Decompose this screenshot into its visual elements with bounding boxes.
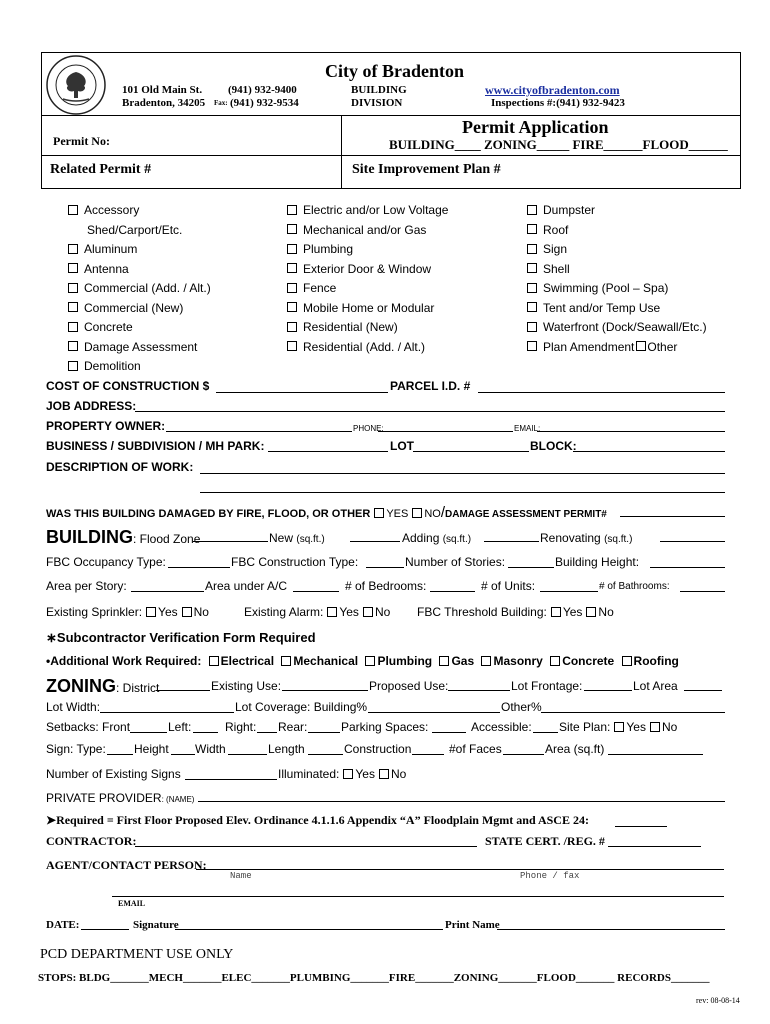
checkbox[interactable] [363,607,373,617]
setback-left-label: Left: [168,720,192,734]
business-label: BUSINESS / SUBDIVISION / MH PARK: [46,439,265,453]
coverage-input-line[interactable] [368,712,500,713]
flood-zone-input-line[interactable] [193,541,268,542]
checkbox[interactable] [527,341,537,351]
option-label: Fence [303,281,337,295]
sign-width-input-line[interactable] [228,754,267,755]
sign-faces-input-line[interactable] [503,754,544,755]
sign-height-input-line[interactable] [171,754,195,755]
contractor-input-line[interactable] [135,846,477,847]
main-phone: (941) 932-9400 [228,84,297,96]
sqft-unit: (sq.ft.) [296,534,325,545]
proposed-use-label: Proposed Use: [369,679,449,693]
division-line-1: BUILDING [351,84,407,96]
checkbox[interactable] [287,322,297,332]
zoning-row-1 [46,676,159,697]
cost-label: COST OF CONSTRUCTION $ [46,379,210,393]
print-name-input-line[interactable] [497,929,725,930]
coverage-label: Lot Coverage: Building% [235,700,368,714]
checkbox[interactable] [68,302,78,312]
agent-input-line[interactable] [196,869,724,870]
owner-phone-input-line[interactable] [378,431,513,432]
option-label: Commercial (New) [84,300,184,315]
required-elevation-row [46,813,589,828]
no-label: No [374,605,391,619]
option-label: Other [647,339,678,354]
description-input-line-2[interactable] [200,492,725,493]
option-label: Waterfront (Dock/Seawall/Etc.) [543,320,707,334]
accessible-label: Accessible: [471,720,532,734]
stories-input-line[interactable] [508,567,554,568]
new-sqft-input-line[interactable] [350,541,400,542]
checkbox[interactable] [527,224,537,234]
setback-front-input-line[interactable] [130,732,167,733]
option-label: Antenna [84,261,129,276]
checkbox[interactable] [209,656,219,666]
address-line-1: 101 Old Main St. [122,84,203,96]
parcel-input-line[interactable] [478,392,725,393]
alarm-label: Existing Alarm: [244,605,324,619]
required-elevation-input-line[interactable] [615,826,667,827]
trade-label: Masonry [493,654,543,668]
frontage-input-line[interactable] [584,690,632,691]
proposed-use-input-line[interactable] [448,690,510,691]
work-col-1 [68,203,211,379]
construction-type-label: FBC Construction Type: [231,555,359,569]
checkbox[interactable] [68,244,78,254]
renovating-sqft-label [540,531,632,545]
checkbox[interactable] [481,656,491,666]
sign-area-label: Area (sq.ft) [545,742,605,756]
checkbox[interactable] [365,656,375,666]
description-input-line-1[interactable] [200,473,725,474]
existing-use-input-line[interactable] [282,690,368,691]
renovating-sqft-input-line[interactable] [660,541,725,542]
lot-label: LOT [390,439,414,453]
site-plan-label: Site Plan: [559,720,611,734]
checkbox[interactable] [636,341,646,351]
option-label: Exterior Door & Window [303,261,432,276]
option-label: Accessory [84,203,140,217]
sprinkler-row [46,605,209,619]
print-name-label: Print Name [445,919,500,931]
email-input-line[interactable] [112,896,724,897]
bedrooms-label: # of Bedrooms: [345,579,427,593]
revision-note: rev: 08-08-14 [696,996,740,1005]
required-elevation-text: Required = First Floor Proposed Elev. Ordinance 4.1.1.6 Appendix “A” Floodplain Mgmt and ASCE 24: [56,813,589,827]
stops-row: STOPS: BLDG_______MECH_______ELEC_______PLUMBING_______FIRE_______ZONING_______FLOOD_______ RECORDS_______ [38,972,710,984]
option-label: Aluminum [84,242,138,256]
yes-label: Yes [626,720,646,734]
height-input-line[interactable] [650,567,725,568]
sign-height-label: Height [134,742,169,756]
option-label: Shed/Carport/Etc. [87,222,183,237]
setback-right-input-line[interactable] [257,732,277,733]
sign-type-label: Sign: Type: [46,742,106,756]
sprinkler-label: Existing Sprinkler: [46,605,143,619]
option-label: Swimming (Pool – Spa) [543,281,669,295]
division-line-2: DIVISION [351,97,403,109]
checkbox[interactable] [586,607,596,617]
option-label: Mechanical and/or Gas [303,222,427,237]
area-ac-label: Area under A/C [205,579,288,593]
height-label: Building Height: [555,555,640,569]
area-ac-input-line[interactable] [293,591,339,592]
existing-signs-input-line[interactable] [185,779,277,780]
option-label: Sign [543,242,568,256]
checkbox[interactable] [622,656,632,666]
setback-left-input-line[interactable] [193,732,218,733]
date-label: DATE: [46,919,80,931]
provider-name-hint: : (NAME) [161,795,195,804]
building-section-title: BUILDING [46,527,133,547]
flood-zone-label: : Flood Zone [133,532,201,546]
address-line-2: Bradenton, 34205 [122,97,206,109]
district-label: : District [116,681,160,695]
trade-label: Electrical [220,654,275,668]
frontage-label: Lot Frontage: [511,679,583,693]
checkbox[interactable] [327,607,337,617]
yes-label: YES [386,508,409,520]
parcel-label: PARCEL I.D. # [390,379,471,393]
signature-input-line[interactable] [175,929,443,930]
option-label: Plan Amendment [543,339,635,354]
subcontractor-required [46,630,316,646]
owner-label: PROPERTY OWNER: [46,419,166,433]
checkbox[interactable] [527,205,537,215]
checkbox[interactable] [68,341,78,351]
private-provider-label: PRIVATE PROVIDER [46,791,162,805]
header-divider-1 [41,115,740,116]
option-label: Concrete [84,320,133,334]
trade-label: Gas [451,654,475,668]
option-label: Roof [543,222,569,237]
agent-name-hint: Name [230,871,252,881]
no-label: No [390,767,407,781]
area-story-input-line[interactable] [131,591,204,592]
trade-label: Plumbing [377,654,433,668]
checkbox[interactable] [650,722,660,732]
checkbox[interactable] [527,244,537,254]
checkbox[interactable] [374,508,384,518]
no-label: No [661,720,678,734]
checkbox[interactable] [146,607,156,617]
no-label: No [598,605,614,619]
bedrooms-input-line[interactable] [430,591,475,592]
checkbox[interactable] [379,769,389,779]
block-input-line[interactable] [573,451,725,452]
option-label: Plumbing [303,242,354,256]
option-label: Damage Assessment [84,339,198,354]
sign-length-input-line[interactable] [308,754,343,755]
threshold-row [417,605,614,619]
option-label: Demolition [84,359,141,373]
units-input-line[interactable] [540,591,598,592]
threshold-label: FBC Threshold Building: [417,605,547,619]
checkbox[interactable] [68,263,78,273]
agent-label: AGENT/CONTACT PERSON: [46,858,207,872]
additional-work-row [46,654,679,668]
sqft-unit: (sq.ft.) [604,534,633,545]
checkbox[interactable] [68,322,78,332]
checkbox[interactable] [287,263,297,273]
trade-label: Concrete [562,654,615,668]
header-divider-2 [41,155,740,156]
construction-type-input-line[interactable] [366,567,404,568]
state-cert-label: STATE CERT. /REG. # [485,834,605,848]
checkbox[interactable] [550,656,560,666]
illuminated-label: Illuminated: [278,767,340,781]
option-label: Mobile Home or Modular [303,300,435,315]
private-provider-row [46,791,194,805]
damaged-question [46,504,607,521]
pointer-arrow-icon: ➤ [46,813,57,827]
city-title: City of Bradenton [325,61,464,81]
existing-signs-label: Number of Existing Signs [46,767,181,781]
checkbox[interactable] [68,361,78,371]
asterisk-icon: ∗ [46,630,57,645]
block-label: BLOCK: [530,439,577,453]
owner-phone-label: PHONE: [353,424,384,433]
sign-length-label: Length [268,742,305,756]
signature-label: Signature [133,919,179,931]
option-label: Commercial (Add. / Alt.) [84,281,211,295]
fax-label: Fax: [214,99,228,107]
checkbox[interactable] [182,607,192,617]
checkbox[interactable] [287,244,297,254]
fax-number: (941) 932-9534 [230,97,299,109]
setback-rear-input-line[interactable] [308,732,340,733]
agent-phone-hint: Phone / fax [520,871,580,881]
checkbox[interactable] [527,302,537,312]
renovating-label: Renovating [540,531,601,545]
checkbox[interactable] [527,263,537,273]
damage-permit-input-line[interactable] [620,516,725,517]
owner-email-label: EMAIL: [514,424,541,433]
cost-input-line[interactable] [216,392,388,393]
related-permit-label: Related Permit # [50,162,152,177]
yes-label: Yes [562,605,583,619]
option-label: Shell [543,261,570,276]
checkbox[interactable] [287,283,297,293]
email-hint: EMAIL [118,899,146,908]
setback-right-label: Right: [225,720,257,734]
checkbox[interactable] [68,205,78,215]
description-label: DESCRIPTION OF WORK: [46,460,194,474]
option-label: Residential (Add. / Alt.) [303,339,426,354]
sign-construction-input-line[interactable] [412,754,444,755]
checkbox[interactable] [343,769,353,779]
pcd-department-heading: PCD DEPARTMENT USE ONLY [40,947,234,962]
sign-type-input-line[interactable] [107,754,133,755]
building-row-1 [46,527,200,548]
adding-sqft-label [402,531,471,545]
additional-work-label: Additional Work Required: [50,654,202,668]
owner-input-line[interactable] [166,431,352,432]
private-provider-input-line[interactable] [198,801,725,802]
adding-label: Adding [402,531,440,545]
work-col-2 [287,203,448,359]
separator-slash: / [440,504,445,521]
bullet-icon: • [46,654,51,668]
option-label: Electric and/or Low Voltage [303,203,449,217]
lot-width-input-line[interactable] [100,712,234,713]
checkbox[interactable] [281,656,291,666]
occupancy-label: FBC Occupancy Type: [46,555,166,569]
sign-area-input-line[interactable] [608,754,703,755]
units-label: # of Units: [481,579,536,593]
option-label: Tent and/or Temp Use [543,300,661,315]
site-plan-row [559,720,677,734]
alarm-row [244,605,390,619]
work-col-3 [527,203,707,359]
permit-type-line: BUILDING____ ZONING_____ FIRE______FLOOD______ [389,137,728,152]
website-link[interactable]: www.cityofbradenton.com [485,83,620,97]
site-plan-label: Site Improvement Plan # [352,162,501,177]
state-cert-input-line[interactable] [608,846,701,847]
checkbox[interactable] [527,283,537,293]
existing-use-label: Existing Use: [211,679,282,693]
sign-faces-label: #of Faces [449,742,502,756]
adding-sqft-input-line[interactable] [484,541,539,542]
bathrooms-label: # of Bathrooms: [599,581,670,592]
yes-label: Yes [355,767,375,781]
business-input-line[interactable] [268,451,388,452]
yes-label: Yes [158,605,178,619]
damaged-question-text: WAS THIS BUILDING DAMAGED BY FIRE, FLOOD, OR OTHER [46,508,371,520]
accessible-input-line[interactable] [533,732,558,733]
checkbox[interactable] [551,607,561,617]
option-label: Residential (New) [303,320,398,334]
no-label: NO [424,508,441,520]
header-vertical-divider [341,116,342,188]
district-input-line[interactable] [156,690,210,691]
other-percent-input-line[interactable] [541,712,725,713]
new-label: New [269,531,294,545]
inspections-phone: Inspections #:(941) 932-9423 [491,97,625,109]
subcontractor-text: Subcontractor Verification Form Required [56,630,316,645]
sign-construction-label: Construction [344,742,412,756]
checkbox[interactable] [287,205,297,215]
lot-input-line[interactable] [413,451,529,452]
other-percent-label: Other% [501,700,542,714]
checkbox[interactable] [412,508,422,518]
parking-input-line[interactable] [432,732,466,733]
checkbox[interactable] [439,656,449,666]
checkbox[interactable] [287,341,297,351]
checkbox[interactable] [287,302,297,312]
bathrooms-input-line[interactable] [680,591,725,592]
checkbox[interactable] [614,722,624,732]
trade-label: Mechanical [293,654,359,668]
setback-rear-label: Rear: [278,720,308,734]
yes-label: Yes [339,605,359,619]
checkbox[interactable] [68,283,78,293]
option-label: Dumpster [543,203,596,217]
area-story-label: Area per Story: [46,579,127,593]
checkbox[interactable] [527,322,537,332]
damage-permit-label: DAMAGE ASSESSMENT PERMIT# [445,509,607,520]
lot-width-label: Lot Width: [46,700,101,714]
parking-label: Parking Spaces: [341,720,429,734]
contractor-label: CONTRACTOR: [46,834,137,848]
lot-area-label: Lot Area [633,679,678,693]
job-address-input-line[interactable] [135,411,725,412]
sign-width-label: Width [195,742,226,756]
stories-label: Number of Stories: [405,555,506,569]
permit-no-label: Permit No: [53,134,110,148]
zoning-section-title: ZONING [46,676,116,696]
owner-email-input-line[interactable] [537,431,725,432]
sqft-unit: (sq.ft.) [442,534,472,545]
lot-area-input-line[interactable] [684,690,722,691]
trade-label: Roofing [633,654,679,668]
occupancy-input-line[interactable] [168,567,230,568]
city-seal-logo [45,54,107,116]
permit-application-title: Permit Application [462,117,609,137]
new-sqft-label [269,531,325,545]
job-address-label: JOB ADDRESS: [46,399,137,413]
date-input-line[interactable] [81,929,129,930]
illuminated-row [278,767,406,781]
no-label: No [193,605,209,619]
setback-front-label: Setbacks: Front [46,720,131,734]
checkbox[interactable] [287,224,297,234]
